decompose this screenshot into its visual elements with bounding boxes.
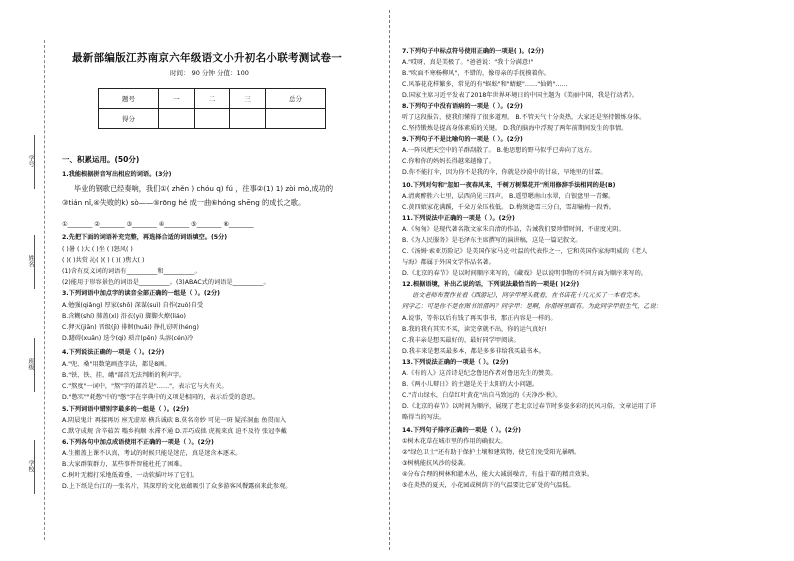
option-cd: C.坚持锻炼是提高身体素质的关键。 D.我的脑海中浮现了两年前期间发生的事情。 bbox=[402, 125, 628, 132]
question-heading: 13.下列说法正确的一项是（ ）。(2分) bbox=[402, 359, 509, 366]
option-cd: C.默守成规 含辛茹苦 嗡乡拘顺 水滞不通 D.弄巧成拙 虎视来真 迫不及待 张冠李戴 bbox=[62, 428, 287, 435]
option-c: C."熬度"一词中，"熬"字的部首是"……"，表示它与火有关。 bbox=[62, 383, 228, 390]
option-a: A.《有的人》这首诗是纪念鲁迅作者对鲁迅先生的赞美。 bbox=[402, 370, 557, 377]
option-d: D.国家主席习近平发表了2018年世界环境日的中国主题为《美丽中国，我是行动者》。 bbox=[402, 92, 638, 99]
option-cd: C.黄四娘家花满蹊，千朵万朵压枝低。 D.梅须逊雪三分白，雪却输梅一段香。 bbox=[402, 204, 615, 211]
score-header-row bbox=[99, 89, 326, 109]
option-d: D."憋实""耗憋"中的"憋"字在字典中的义项是相同的，表示后受的意思。 bbox=[62, 394, 260, 401]
option-c: C.《汤姆·索亚历险记》是美国作家马克·吐温的代表作之一，它和英国作家海明威的《老人 bbox=[402, 248, 648, 255]
answer-blanks[interactable]: ①________ ②________ ③________ ④________ ⑤________ ⑥________ bbox=[62, 221, 254, 228]
option-a: A."哎呀，真是美极了。"爸爸说："我十分满意!" bbox=[402, 59, 534, 66]
score-value-row bbox=[99, 109, 326, 129]
side-line bbox=[34, 440, 35, 494]
exam-title: 最新部编版江苏南京六年级语文小升初名小联考测试卷一 bbox=[72, 52, 342, 64]
option-d: D.躇碍(xuān) 迭令(qì) 琐音(pēn) 头溶(cén)冷 bbox=[62, 335, 194, 342]
section-heading: 一、积累运用。(50分) bbox=[62, 155, 140, 164]
option-a: A.生搬盖上课不认真，考试的时候只能是迷茫，真是迷含本逐末。 bbox=[62, 450, 242, 457]
question-heading: 5.下列词语中错别字最多的一组是（ ）。(2分) bbox=[62, 406, 190, 413]
option-b: B.含糊(shí) 肺盖(xì) 沿衣(yi) 脚脚火燎(liáo) bbox=[62, 313, 186, 320]
option-d: D.上下纸是台江的一张名片，其深厚的文化底蕴吸引了众多游客风餐露宿来此参观。 bbox=[62, 483, 292, 490]
question-heading: 4.下列说法正确的一项是（ ）。(2分) bbox=[62, 349, 165, 356]
option-b: B.我的我有其实不买，读完拿就不出，你的运气真好! bbox=[402, 326, 547, 333]
question-heading: 9.下列句子不是比喻句的一项是（ ）。(2分) bbox=[402, 136, 523, 143]
binding-margin bbox=[4, 40, 50, 540]
score-cell[interactable] bbox=[194, 109, 230, 129]
option-a: A.说事，等你以后有钱了再买事书，那正内容是一样的。 bbox=[402, 315, 557, 322]
option-c: C.风筝花花样繁多，常见的有"蜈蚣"和"蜻蜓"……"仙鹤"…… bbox=[402, 81, 568, 88]
question-heading: 8.下列句子中没有语病的一项是（ ）。(2分) bbox=[402, 103, 523, 110]
option-c: C.狎灭(jiān) 晋级(jì) 徘徊(huǎi) 挣扎窃听(héng) bbox=[62, 324, 199, 331]
option-a: A.勉强(qiǎng) 厚家(shǒ) 深谋(suì) 自作(zuò)自受 bbox=[62, 302, 204, 309]
option-b: B.《两小儿辩日》的主题是关于太阳的大小问题。 bbox=[402, 381, 539, 388]
option-d: D.《北京的春节》是以时间顺序来写的，《藏戏》是以说明事物的不同方面为顺序来写的。 bbox=[402, 270, 647, 277]
option-a: A.《匆匆》是现代著名散文家朱自清的作品，告诫我们要珍惜时间，不虚度光阴。 bbox=[402, 226, 625, 233]
side-label-id: 学号 bbox=[27, 155, 34, 167]
question-heading: 10.下列对句和"忽如一夜春风来，千树万树梨花开"所用修辞手法相同的是(B) bbox=[402, 182, 616, 189]
sentence-3: ③树桃能抗风沙的侵袭。 bbox=[402, 460, 470, 467]
side-label-school: 学校 bbox=[27, 460, 34, 472]
option-a: A."兜、桑"用数笔画查字法，都是8画。 bbox=[62, 361, 171, 368]
score-cell[interactable] bbox=[265, 109, 325, 129]
sentence-4: ④分布合理的树林和灌木丛，能大大减弱噪音，有益于着的精音效果。 bbox=[402, 471, 594, 478]
question-heading: 7.下列句子中标点符号使用正确的一项是( )。(2分) bbox=[402, 48, 544, 55]
sentence-2: ②"绿色卫士"还有助于保护土壤和建筑物，使它们免受阳光暴晒。 bbox=[402, 449, 581, 456]
column-divider bbox=[389, 10, 390, 550]
score-header-cell: 题号 bbox=[99, 89, 159, 109]
option-ab: A.阴晨鬼计 再接再厉 座无虚席 横兵诚砍 B.莫名奇妙 可见一斑 疑淫洞血 鱼贯而入 bbox=[62, 417, 287, 424]
option-ab: A.清爽醉胜六七里，层西尚见三四声。 B.遥望嗯南山水翠，白银盘里一青螺。 bbox=[402, 193, 615, 200]
question-heading: 6.下列各句中加点成语使用不正确的一项是（ ）。(2分) bbox=[62, 439, 214, 446]
question-heading: 1.我能根据拼音写出相应的词语。(3分) bbox=[62, 171, 172, 178]
score-header-cell: 总分 bbox=[265, 89, 325, 109]
score-table bbox=[98, 88, 326, 129]
option-ab: 听了这段报告，使我们懂得了很多道理。 B.不管天气十分炎热，大家还是坚持锻炼身体。 bbox=[402, 114, 646, 121]
question-heading: 12.根据语境，补出乙说的话，下列说法最恰当的一项是( )(2分) bbox=[402, 281, 580, 288]
score-header-cell: 一 bbox=[159, 89, 195, 109]
option-d: D.《北京的春节》以时间为顺序，展现了老北京过春节时多姿多彩的民风习俗，文章运用了详 bbox=[402, 403, 657, 410]
option-b: B.《为人民服务》是毛泽东主席撰写的演讲稿，这是一篇记叙文。 bbox=[402, 237, 582, 244]
option-d: D.你不能打伞，因为你不是我的伞，你就是沙漠中的甘泉，旱地里的甘霖。 bbox=[402, 169, 607, 176]
sentence-5: ⑤在炎热的夏天，小花园或树荫下的气温要比它矿处的气温低。 bbox=[402, 482, 575, 489]
option-ab: A.一阵风把天空中的羊群刮散了。 B.他思想的野马似乎已奔向了远方。 bbox=[402, 147, 596, 154]
question-text: (2)能用于形容景色的词语是__________。(3)ABAC式的词语是__________。 bbox=[62, 279, 270, 286]
option-d-cont: 略得当的写法。 bbox=[402, 414, 446, 421]
question-text: 毕业的钢歌已经奏响，我们①( zhěn ) chóu q) fú ，往事②(1) 1) zòi mò,成功的 bbox=[74, 184, 334, 193]
option-b: B.大家群策群力，某些事件智能杜托了困难。 bbox=[62, 461, 186, 468]
dialogue-text: 语文老师布置作业看《西游记》，同学甲埋头就看，在书店花十几元买了一本看完本。 bbox=[412, 292, 645, 299]
question-text: ③tián nǐ,④失败的k) sò——⑤rōng hé 成一曲⑥hóng shēng 的成长之歌。 bbox=[62, 198, 306, 207]
score-header-cell: 三 bbox=[230, 89, 266, 109]
side-line bbox=[34, 338, 35, 392]
question-text: ( )( )共赏 沁( )( ) ( )( )焦大( ) bbox=[62, 257, 145, 264]
side-line bbox=[34, 135, 35, 189]
side-label-class: 班级 bbox=[27, 358, 34, 370]
option-c-cont: 与海》都属于外国文学作品名著。 bbox=[402, 259, 495, 266]
score-cell[interactable] bbox=[159, 109, 195, 129]
dialogue-text: 同学乙：可是你不是在图书馆借吗？同学甲：是啊，你借呀里面有。为此同学甲很生气，乙说： bbox=[402, 303, 662, 310]
side-line bbox=[34, 235, 35, 289]
option-c: C.你和你的妈妈长得越来越像了。 bbox=[402, 158, 495, 165]
question-heading: 3.下列词语中加点字的读音全部正确的一组是（ ）。(2分) bbox=[62, 290, 220, 297]
question-heading: 14.下列句子排序正确的一项是（ ）。(2分) bbox=[402, 427, 521, 434]
exam-meta: 时间： 90 分钟 分值：100 bbox=[170, 69, 249, 77]
question-text: (1)含有反义词的词语有__________和__________。 bbox=[62, 268, 201, 275]
score-header-cell: 二 bbox=[194, 89, 230, 109]
option-b: B."吹面不寒杨柳风"，不错的，像母亲的手抚摸着你。 bbox=[402, 70, 551, 77]
cut-line bbox=[44, 40, 45, 540]
option-c: C.我丰亲是想买最好的，最好同学甲阅读。 bbox=[402, 337, 520, 344]
score-row-label: 得分 bbox=[99, 109, 159, 129]
question-text: ( )暑 ( )大 ( )坐 ( )怒风( ) bbox=[62, 246, 133, 253]
option-c: C.树叶无精打采地低着垂，一动软摇叶坏了它们。 bbox=[62, 472, 199, 479]
score-cell[interactable] bbox=[230, 109, 266, 129]
sentence-1: ①树木花草在城市里的作用的确很大。 bbox=[402, 438, 507, 445]
option-c: C."青山绿水，白草红叶黄花"出自马致远的《天净沙·秋》。 bbox=[402, 392, 562, 399]
option-b: B."铁、铁、挂、峨"部首无法判断的利声字。 bbox=[62, 372, 186, 379]
side-label-name: 姓名 bbox=[27, 255, 34, 267]
question-heading: 2.先把下面的词语补充完整，再选择合适的词语填空。(5分) bbox=[62, 234, 228, 241]
option-d: D.我丰来是想买最多本，都是多多非给我买最书本。 bbox=[402, 348, 545, 355]
question-heading: 11.下列说法中正确的一项是（ ）。(2分) bbox=[402, 215, 515, 222]
